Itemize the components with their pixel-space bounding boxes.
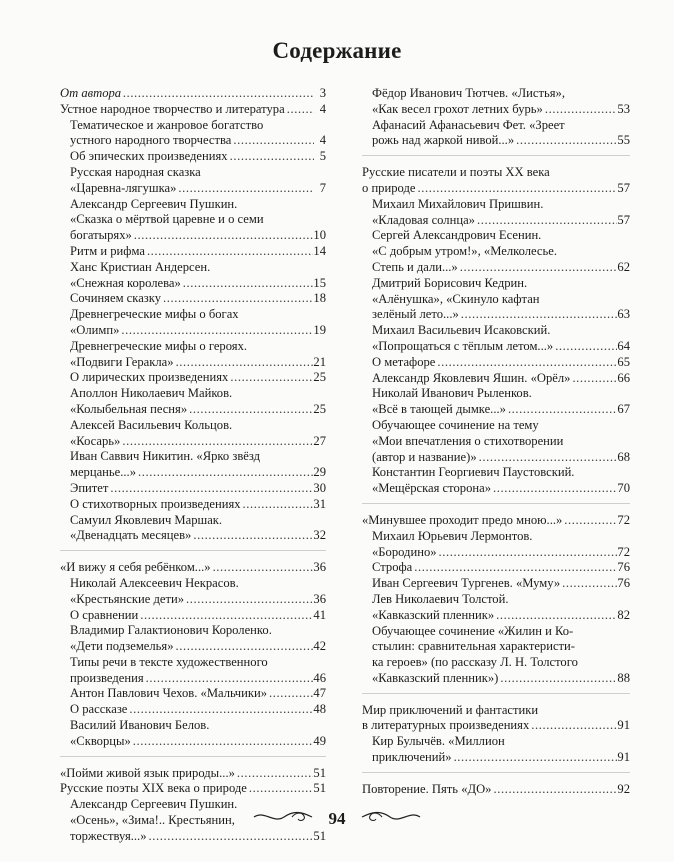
toc-entry[interactable]: [362, 371, 630, 387]
toc-entry-page: 10: [313, 228, 326, 243]
toc-entry-title-line: Иван Саввич Никитин. «Ярко звёзд: [70, 449, 261, 464]
toc-entry-title-line: «Мещёрская сторона» .....: [372, 481, 617, 497]
toc-entry-title-line: Василий Иванович Белов.: [70, 718, 210, 733]
toc-entry-title-line: Сочиняем сказку .....: [70, 291, 313, 307]
toc-entry-page: 91: [617, 750, 630, 765]
toc-entry-page: 29: [313, 465, 326, 480]
toc-entry-page: 64: [617, 338, 630, 353]
toc-entry-title-line: О рассказе .....: [70, 702, 313, 718]
toc-entry-title-line: «Двенадцать месяцев» .....: [70, 528, 313, 544]
toc-entry-page: 62: [617, 259, 630, 274]
toc-entry-title-line: «И вижу я себя ребёнком...» .....: [60, 560, 313, 576]
toc-entry-page: 91: [617, 718, 630, 733]
toc-entry-page: 25: [313, 370, 326, 385]
toc-entry-title-line: в литературных произведениях .....: [362, 718, 617, 734]
toc-entry-title-line: приключений» .....: [372, 750, 617, 766]
toc-entry-page: 65: [617, 354, 630, 369]
toc-entry[interactable]: [362, 355, 630, 371]
toc-entry-page: 4: [319, 133, 326, 148]
toc-entry[interactable]: [60, 244, 326, 260]
toc-entry[interactable]: [60, 655, 326, 687]
toc-entry-title-line: Строфа .....: [372, 560, 617, 576]
toc-entry-page: 48: [313, 702, 326, 717]
toc-entry[interactable]: [362, 703, 630, 735]
toc-entry-title-line: «Крестьянские дети» .....: [70, 592, 313, 608]
toc-entry-title-line: О лирических произведениях .....: [70, 370, 313, 386]
toc-entry-page: 51: [313, 828, 326, 843]
toc-entry[interactable]: [362, 465, 630, 497]
toc-entry[interactable]: [362, 560, 630, 576]
toc-entry-title-line: «Подвиги Геракла» .....: [70, 355, 313, 371]
toc-entry-title-line: ка героев» (по рассказу Л. Н. Толстого: [372, 655, 578, 670]
right-ornament-icon: [360, 809, 422, 830]
toc-entry-page: 3: [319, 86, 326, 100]
toc-entry-page: 51: [313, 765, 326, 780]
toc-entry-title-line: Обучающее сочинение «Жилин и Ко-: [372, 623, 574, 638]
toc-entry-title-line: Дмитрий Борисович Кедрин.: [372, 275, 528, 290]
toc-entry-page: 70: [617, 481, 630, 496]
toc-entry-title-line: о природе .....: [362, 181, 617, 197]
toc-entry-title-line: рожь над жаркой нивой...» .....: [372, 133, 617, 149]
toc-entry[interactable]: [60, 449, 326, 481]
section-divider: [362, 155, 630, 165]
toc-entry-page: 25: [313, 401, 326, 416]
toc-entry-title-line: «Скворцы» .....: [70, 734, 313, 750]
toc-entry-page: 41: [313, 607, 326, 622]
toc-entry-page: 53: [617, 101, 630, 116]
toc-entry-page: 30: [313, 480, 326, 495]
toc-entry[interactable]: [362, 86, 630, 118]
toc-entry-title-line: «Дети подземелья» .....: [70, 639, 313, 655]
toc-entry-page: 67: [617, 402, 630, 417]
toc-entry-title-line: «Мои впечатления о стихотворении: [372, 433, 564, 448]
toc-entry-title-line: Тематическое и жанровое богатство: [70, 117, 264, 132]
toc-entry-page: 63: [617, 307, 630, 322]
toc-entry-title-line: Ханс Кристиан Андерсен.: [70, 259, 211, 274]
toc-entry-title-line: Александр Сергеевич Пушкин.: [70, 797, 238, 812]
toc-entry-page: 57: [617, 180, 630, 195]
toc-entry-title-line: Аполлон Николаевич Майков.: [70, 386, 233, 401]
toc-entry-title-line: Фёдор Иванович Тютчев. «Листья»,: [372, 86, 565, 100]
toc-entry-title-line: «Бородино» .....: [372, 545, 617, 561]
toc-entry[interactable]: [60, 102, 326, 118]
toc-entry-title-line: Степь и дали...» .....: [372, 260, 617, 276]
toc-entry[interactable]: [60, 370, 326, 386]
toc-entry-title-line: Русские поэты XIX века о природе .....: [60, 781, 313, 797]
toc-entry[interactable]: [60, 418, 326, 450]
page-number: 94: [328, 809, 346, 829]
toc-entry[interactable]: [60, 766, 326, 782]
toc-entry[interactable]: [60, 386, 326, 418]
toc-entry-page: 15: [313, 275, 326, 290]
toc-entry[interactable]: [362, 529, 630, 561]
toc-entry-title-line: Антон Павлович Чехов. «Мальчики» .....: [70, 686, 313, 702]
toc-entry-title-line: Русская народная сказка: [70, 164, 201, 179]
toc-entry[interactable]: [60, 608, 326, 624]
toc-entry-title-line: «Снежная королева» .....: [70, 276, 313, 292]
toc-entry-title-line: «Попрощаться с тёплым летом...» .....: [372, 339, 617, 355]
toc-right-column: [362, 86, 630, 798]
toc-entry[interactable]: [362, 734, 630, 766]
toc-entry-title-line: О стихотворных произведениях .....: [70, 497, 313, 513]
toc-entry-title-line: Эпитет .....: [70, 481, 313, 497]
toc-entry-page: 42: [313, 639, 326, 654]
toc-entry-title-line: «Осень», «Зима!.. Крестьянин,: [70, 813, 235, 828]
toc-entry-title-line: Лев Николаевич Толстой.: [372, 591, 509, 606]
toc-entry[interactable]: [60, 781, 326, 797]
toc-entry-page: 82: [617, 607, 630, 622]
toc-entry[interactable]: [362, 592, 630, 624]
toc-entry[interactable]: [60, 165, 326, 197]
toc-entry-title-line: Обучающее сочинение на тему: [372, 417, 539, 432]
toc-entry-page: 72: [617, 544, 630, 559]
toc-entry-page: 36: [313, 591, 326, 606]
toc-entry[interactable]: [60, 576, 326, 608]
toc-entry-page: 18: [313, 291, 326, 306]
toc-entry[interactable]: [362, 323, 630, 355]
section-divider: [362, 772, 630, 782]
left-ornament-icon: [252, 809, 314, 830]
page-title: Содержание: [272, 38, 402, 63]
toc-entry-page: 4: [319, 101, 326, 116]
toc-entry-title-line: Самуил Яковлевич Маршак.: [70, 512, 223, 527]
toc-entry-title-line: Константин Георгиевич Паустовский.: [372, 465, 575, 480]
toc-entry-title-line: Русские писатели и поэты XX века: [362, 165, 550, 180]
toc-entry-title-line: О сравнении .....: [70, 608, 313, 624]
toc-entry[interactable]: [60, 513, 326, 545]
toc-entry-page: 51: [313, 781, 326, 796]
toc-entry-page: 57: [617, 212, 630, 227]
section-divider: [60, 756, 326, 766]
toc-entry-title-line: Повторение. Пять «ДО» .....: [362, 782, 617, 798]
toc-entry-page: 76: [617, 560, 630, 575]
toc-entry-page: 5: [319, 149, 326, 164]
toc-entry[interactable]: [362, 418, 630, 465]
toc-entry[interactable]: [60, 197, 326, 244]
toc-entry-title-line: Об эпических произведениях .....: [70, 149, 314, 165]
toc-entry-title-line: От автора .....: [60, 86, 314, 102]
toc-entry-title-line: торжествуя...» .....: [70, 829, 313, 845]
toc-entry[interactable]: [362, 386, 630, 418]
toc-entry-title-line: «Как весел грохот летних бурь» .....: [372, 102, 617, 118]
toc-entry[interactable]: [60, 260, 326, 292]
toc-entry[interactable]: [60, 339, 326, 371]
toc-entry[interactable]: [362, 197, 630, 229]
toc-entry-page: 92: [617, 781, 630, 796]
toc-entry[interactable]: [362, 782, 630, 798]
toc-entry-page: 46: [313, 670, 326, 685]
toc-entry[interactable]: [362, 118, 630, 150]
toc-entry-title-line: Алексей Васильевич Кольцов.: [70, 417, 233, 432]
toc-entry-title-line: Михаил Юрьевич Лермонтов.: [372, 528, 533, 543]
toc-entry-title-line: Николай Алексеевич Некрасов.: [70, 575, 239, 590]
toc-entry-title-line: «Кавказский пленник» .....: [372, 608, 617, 624]
section-divider: [60, 550, 326, 560]
toc-entry[interactable]: [362, 165, 630, 197]
toc-entry-page: 49: [313, 733, 326, 748]
toc-entry-title-line: «Минувшее проходит предо мною...» .....: [362, 513, 617, 529]
toc-entry[interactable]: [60, 718, 326, 750]
toc-entry-title-line: Иван Сергеевич Тургенев. «Муму» .....: [372, 576, 617, 592]
toc-entry[interactable]: [60, 149, 326, 165]
toc-entry-page: 72: [617, 512, 630, 527]
toc-entry-title-line: Владимир Галактионович Короленко.: [70, 623, 272, 638]
toc-entry-title-line: Михаил Васильевич Исаковский.: [372, 323, 551, 338]
toc-entry-page: 7: [319, 180, 326, 195]
toc-entry[interactable]: [60, 291, 326, 307]
toc-entry[interactable]: [362, 276, 630, 323]
toc-entry-title-line: Александр Яковлевич Яшин. «Орёл» .....: [372, 371, 617, 387]
toc-entry[interactable]: [362, 513, 630, 529]
toc-entry-title-line: «Сказка о мёртвой царевне и о семи: [70, 212, 264, 227]
toc-entry[interactable]: [362, 576, 630, 592]
toc-entry-page: 88: [617, 670, 630, 685]
toc-entry-title-line: устного народного творчества .....: [70, 133, 314, 149]
toc-entry-title-line: «Кавказский пленник») .....: [372, 671, 617, 687]
toc-entry-page: 76: [617, 576, 630, 591]
toc-entry-page: 27: [313, 433, 326, 448]
toc-entry[interactable]: [60, 118, 326, 150]
toc-entry-title-line: «Пойми живой язык природы...» .....: [60, 766, 313, 782]
toc-entry-title-line: «Царевна-лягушка» .....: [70, 181, 314, 197]
toc-entry-title-line: произведения .....: [70, 671, 313, 687]
toc-entry[interactable]: [60, 560, 326, 576]
toc-entry[interactable]: [60, 702, 326, 718]
toc-left-column: [60, 86, 326, 845]
toc-entry-title-line: «Кладовая солнца» .....: [372, 213, 617, 229]
toc-entry[interactable]: [60, 623, 326, 655]
toc-entry-title-line: Кир Булычёв. «Миллион: [372, 734, 505, 749]
toc-entry[interactable]: [60, 481, 326, 497]
toc-entry-title-line: стылин: сравнительная характеристи-: [372, 639, 575, 654]
toc-entry-title-line: Александр Сергеевич Пушкин.: [70, 196, 238, 211]
toc-entry-title-line: Древнегреческие мифы о героях.: [70, 338, 248, 353]
toc-entry-title-line: «Олимп» .....: [70, 323, 313, 339]
toc-entry-title-line: Устное народное творчество и литература .....: [60, 102, 314, 118]
toc-entry-title-line: Николай Иванович Рыленков.: [372, 386, 532, 401]
toc-entry-page: 66: [617, 370, 630, 385]
toc-entry-page: 32: [313, 528, 326, 543]
toc-entry-title-line: (автор и название)» .....: [372, 450, 617, 466]
toc-entry-title-line: О метафоре .....: [372, 355, 617, 371]
toc-entry-title-line: Мир приключений и фантастики: [362, 702, 539, 717]
toc-entry-title-line: «Алёнушка», «Скинуло кафтан: [372, 291, 540, 306]
toc-entry[interactable]: [362, 228, 630, 275]
toc-entry-title-line: «Колыбельная песня» .....: [70, 402, 313, 418]
toc-entry[interactable]: [60, 307, 326, 339]
toc-entry[interactable]: [362, 624, 630, 687]
toc-entry-page: 36: [313, 560, 326, 575]
toc-entry[interactable]: [60, 497, 326, 513]
toc-entry-page: 21: [313, 354, 326, 369]
toc-entry-title-line: «С добрым утром!», «Мелколесье.: [372, 244, 557, 259]
toc-entry-page: 68: [617, 449, 630, 464]
section-divider: [362, 693, 630, 703]
toc-entry-title-line: «Косарь» .....: [70, 434, 313, 450]
toc-entry-title-line: Сергей Александрович Есенин.: [372, 228, 542, 243]
toc-entry-title-line: Михаил Михайлович Пришвин.: [372, 196, 544, 211]
toc-entry-title-line: зелёный лето...» .....: [372, 307, 617, 323]
toc-entry[interactable]: [60, 86, 326, 102]
page-footer: [0, 808, 674, 830]
toc-entry-page: 14: [313, 243, 326, 258]
toc-entry-title-line: «Всё в тающей дымке...» .....: [372, 402, 617, 418]
toc-entry-page: 19: [313, 322, 326, 337]
toc-entry-title-line: Типы речи в тексте художественного: [70, 654, 268, 669]
toc-entry-page: 47: [313, 686, 326, 701]
toc-entry-title-line: богатырях» .....: [70, 228, 313, 244]
toc-entry-title-line: Древнегреческие мифы о богах: [70, 307, 239, 322]
section-divider: [362, 503, 630, 513]
toc-entry[interactable]: [60, 686, 326, 702]
toc-entry-title-line: Афанасий Афанасьевич Фет. «Зреет: [372, 117, 565, 132]
toc-entry-page: 55: [617, 133, 630, 148]
toc-entry-page: 31: [313, 496, 326, 511]
toc-entry-title-line: мерцанье...» .....: [70, 465, 313, 481]
toc-entry-title-line: Ритм и рифма .....: [70, 244, 313, 260]
